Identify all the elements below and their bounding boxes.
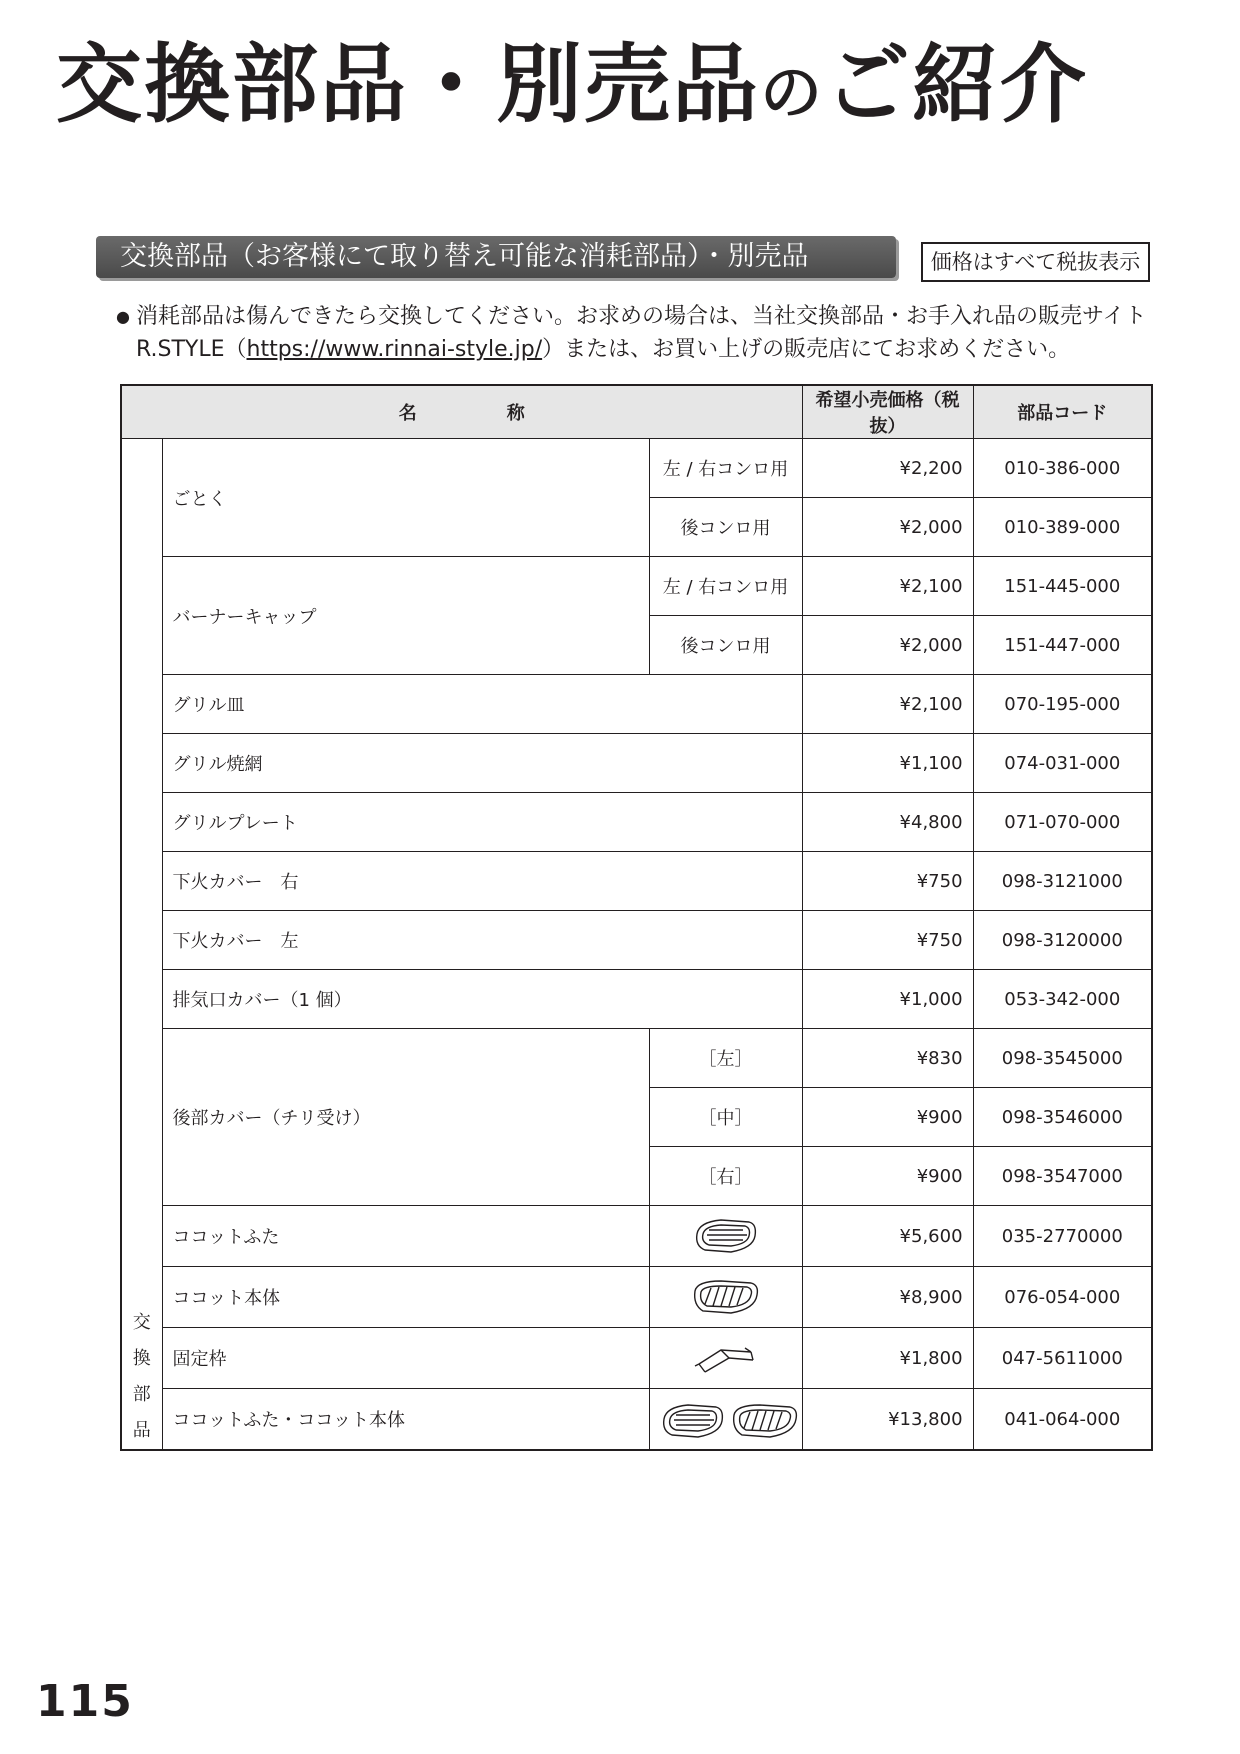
part-code: 098-3121000 xyxy=(973,852,1152,911)
category-char: 交 xyxy=(132,1312,151,1333)
part-price: ¥900 xyxy=(802,1088,973,1147)
table-row xyxy=(121,852,1152,911)
part-name: 排気口カバー（1 個） xyxy=(162,970,802,1029)
part-price: ¥750 xyxy=(802,852,973,911)
part-code: 098-3547000 xyxy=(973,1147,1152,1206)
part-price: ¥900 xyxy=(802,1147,973,1206)
part-price: ¥830 xyxy=(802,1029,973,1088)
part-code: 098-3120000 xyxy=(973,911,1152,970)
part-name: ココット本体 xyxy=(162,1267,649,1328)
table-row xyxy=(121,911,1152,970)
table-row xyxy=(121,1206,1152,1267)
tax-note: 価格はすべて税抜表示 xyxy=(921,242,1150,282)
cocotte-set-icon xyxy=(660,1397,800,1441)
part-name: 後部カバー（チリ受け） xyxy=(162,1029,649,1206)
page-title-main: 交換部品・別売品 xyxy=(56,34,760,135)
table-row xyxy=(121,1328,1152,1389)
part-name: 下火カバー 右 xyxy=(162,852,802,911)
part-name: 下火カバー 左 xyxy=(162,911,802,970)
part-code: 047-5611000 xyxy=(973,1328,1152,1389)
part-price: ¥2,200 xyxy=(802,439,973,498)
part-code: 151-445-000 xyxy=(973,557,1152,616)
header-code: 部品コード xyxy=(973,385,1152,439)
part-code: 010-389-000 xyxy=(973,498,1152,557)
part-price: ¥1,100 xyxy=(802,734,973,793)
header-name: 名 称 xyxy=(121,385,802,439)
category-char: 換 xyxy=(132,1348,151,1369)
part-name: グリル皿 xyxy=(162,675,802,734)
notice-line-2-suffix: ）または、お買い上げの販売店にてお求めください。 xyxy=(542,337,1071,362)
part-variant: 後コンロ用 xyxy=(649,498,802,557)
table-row xyxy=(121,970,1152,1029)
part-variant: ［右］ xyxy=(649,1147,802,1206)
header-price: 希望小売価格（税抜） xyxy=(802,385,973,439)
part-name: バーナーキャップ xyxy=(162,557,649,675)
notice-site-name: R.STYLE（ xyxy=(136,337,247,362)
part-name: ココットふた xyxy=(162,1206,649,1267)
part-code: 074-031-000 xyxy=(973,734,1152,793)
page-title-tail: ご紹介 xyxy=(824,34,1089,135)
part-image-cell xyxy=(649,1328,802,1389)
table-row xyxy=(121,557,1152,616)
part-code: 098-3546000 xyxy=(973,1088,1152,1147)
part-name: グリル焼網 xyxy=(162,734,802,793)
table-row xyxy=(121,1267,1152,1328)
cocotte-lid-icon xyxy=(691,1214,761,1258)
rinnai-style-link[interactable]: https://www.rinnai-style.jp/ xyxy=(246,337,543,362)
part-code: 035-2770000 xyxy=(973,1206,1152,1267)
part-code: 071-070-000 xyxy=(973,793,1152,852)
table-row xyxy=(121,1029,1152,1088)
part-image-cell xyxy=(649,1206,802,1267)
category-cell xyxy=(121,439,162,1451)
table-row xyxy=(121,1389,1152,1451)
part-variant: ［左］ xyxy=(649,1029,802,1088)
part-code: 053-342-000 xyxy=(973,970,1152,1029)
category-char: 部 xyxy=(132,1384,151,1405)
table-row xyxy=(121,793,1152,852)
part-price: ¥750 xyxy=(802,911,973,970)
part-price: ¥5,600 xyxy=(802,1206,973,1267)
part-image-cell xyxy=(649,1267,802,1328)
fixing-frame-icon xyxy=(691,1336,761,1380)
part-name: 固定枠 xyxy=(162,1328,649,1389)
part-variant: 後コンロ用 xyxy=(649,616,802,675)
part-variant: 左 / 右コンロ用 xyxy=(649,557,802,616)
part-price: ¥4,800 xyxy=(802,793,973,852)
part-name: グリルプレート xyxy=(162,793,802,852)
part-price: ¥2,100 xyxy=(802,675,973,734)
part-code: 076-054-000 xyxy=(973,1267,1152,1328)
part-image-cell xyxy=(649,1389,802,1451)
part-code: 070-195-000 xyxy=(973,675,1152,734)
table-row xyxy=(121,734,1152,793)
section-banner: 交換部品（お客様にて取り替え可能な消耗部品）・別売品 xyxy=(96,236,896,278)
category-char: 品 xyxy=(132,1420,151,1441)
part-code: 010-386-000 xyxy=(973,439,1152,498)
part-name: ごとく xyxy=(162,439,649,557)
part-price: ¥1,000 xyxy=(802,970,973,1029)
table-header-row xyxy=(121,385,1152,439)
part-code: 041-064-000 xyxy=(973,1389,1152,1451)
part-price: ¥2,000 xyxy=(802,616,973,675)
part-price: ¥13,800 xyxy=(802,1389,973,1451)
parts-table xyxy=(120,384,1153,1451)
table-row xyxy=(121,439,1152,498)
page-title-particle: の xyxy=(760,56,825,129)
part-price: ¥2,100 xyxy=(802,557,973,616)
table-row xyxy=(121,675,1152,734)
page-number: 115 xyxy=(36,1676,134,1727)
part-name: ココットふた・ココット本体 xyxy=(162,1389,649,1451)
part-price: ¥8,900 xyxy=(802,1267,973,1328)
part-code: 151-447-000 xyxy=(973,616,1152,675)
notice xyxy=(116,300,1156,366)
cocotte-body-icon xyxy=(691,1275,761,1319)
part-variant: 左 / 右コンロ用 xyxy=(649,439,802,498)
part-variant: ［中］ xyxy=(649,1088,802,1147)
notice-line-2 xyxy=(116,333,1156,366)
part-price: ¥1,800 xyxy=(802,1328,973,1389)
notice-line-1: 消耗部品は傷んできたら交換してください。お求めの場合は、当社交換部品・お手入れ品の販売サイト xyxy=(136,304,1147,329)
bullet-icon: ● xyxy=(116,307,130,326)
page-title xyxy=(56,34,1089,135)
part-price: ¥2,000 xyxy=(802,498,973,557)
part-code: 098-3545000 xyxy=(973,1029,1152,1088)
